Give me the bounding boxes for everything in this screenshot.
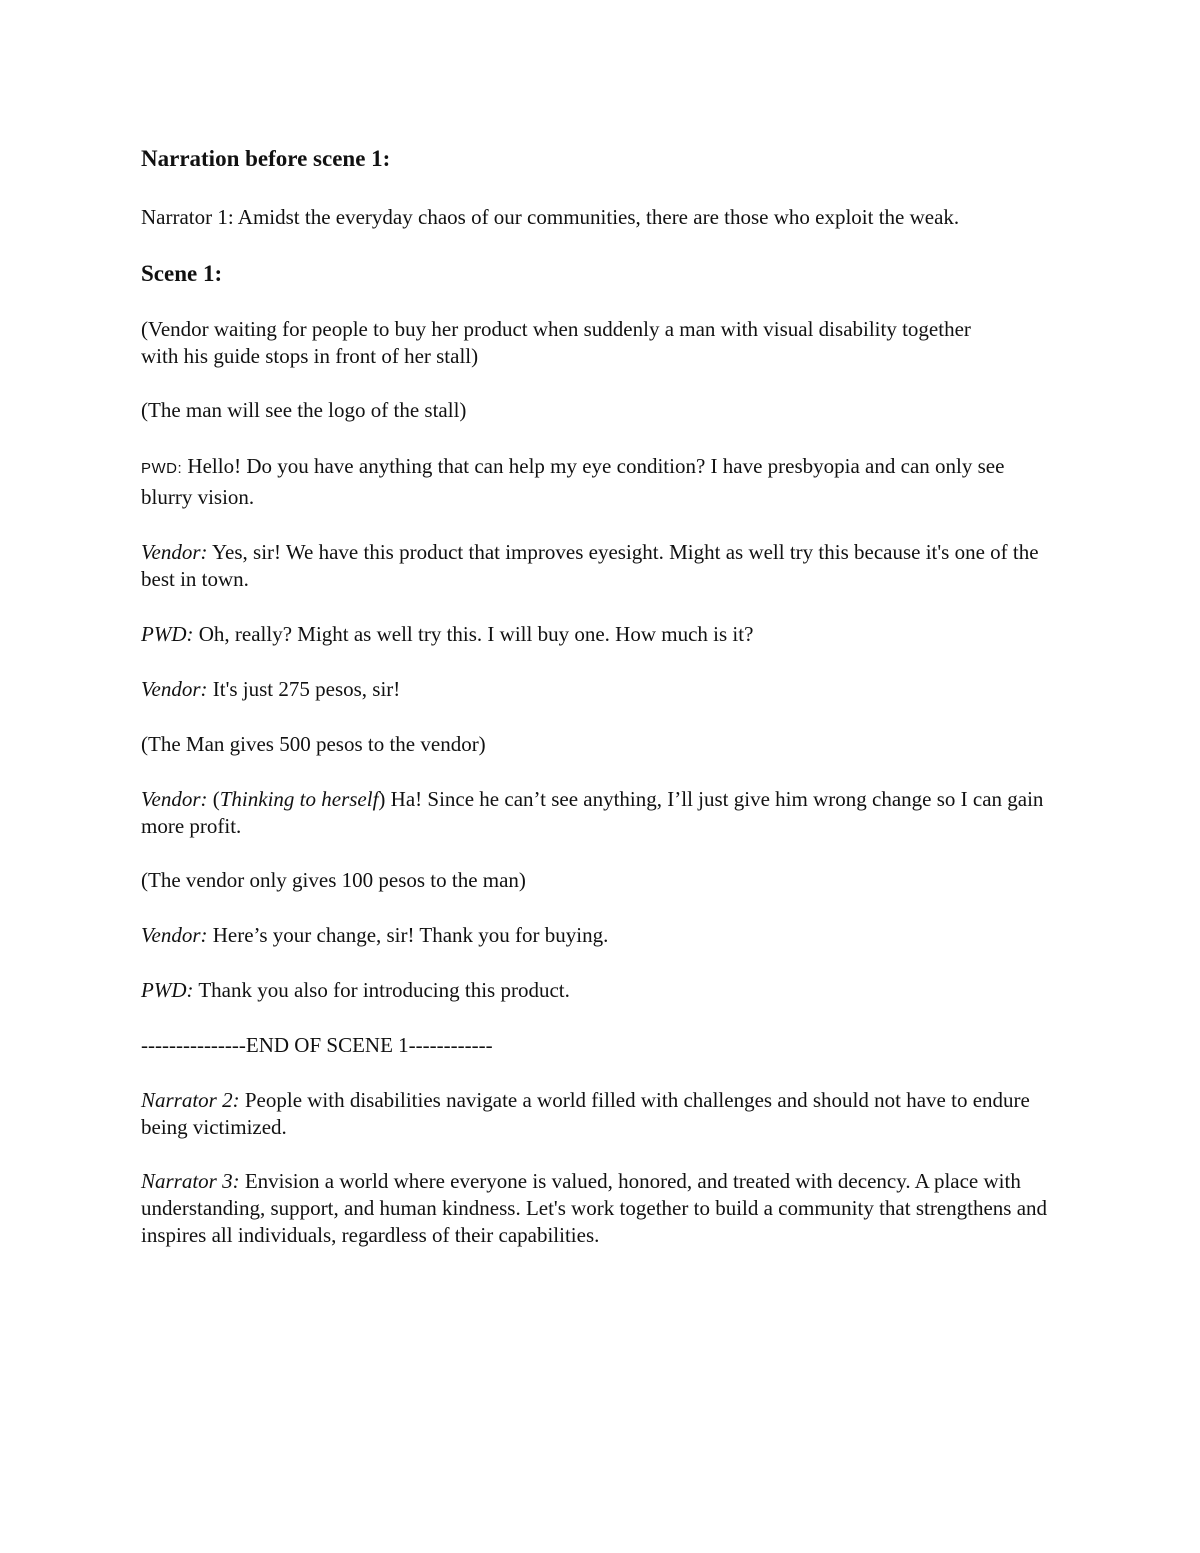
- dialogue-vendor-2: [141, 676, 1066, 703]
- document-page: [141, 140, 1066, 1249]
- dialogue-vendor-3: [141, 786, 1066, 840]
- stage-direction-opening: (Vendor waiting for people to buy her product when suddenly a man with visual disability together with his guide stops in front of her stall): [141, 317, 971, 368]
- aside-open: (: [207, 787, 220, 811]
- dialogue-text: Here’s your change, sir! Thank you for buying.: [207, 923, 609, 947]
- speaker-label: Vendor:: [141, 923, 208, 947]
- scene-heading: Scene 1:: [141, 261, 223, 286]
- narrator-1-line: Narrator 1: Amidst the everyday chaos of our communities, there are those who exploit the weak.: [141, 205, 960, 229]
- narration-text: People with disabilities navigate a world filled with challenges and should not have to endure being victimized.: [141, 1088, 1030, 1139]
- aside-text: Thinking to herself: [219, 787, 379, 811]
- stage-direction-change: (The vendor only gives 100 pesos to the man): [141, 868, 526, 892]
- dialogue-pwd-3: [141, 977, 1066, 1004]
- dialogue-text: Thank you also for introducing this product.: [193, 978, 570, 1002]
- dialogue-vendor-4: [141, 922, 1066, 949]
- dialogue-vendor-1: [141, 539, 1066, 593]
- narrator-2-line: [141, 1087, 1066, 1141]
- scene-end-marker: ---------------END OF SCENE 1------------: [141, 1033, 493, 1057]
- dialogue-text: ) Ha! Since he can’t see anything, I’ll just give him wrong change so I can gain more profit.: [141, 787, 1044, 838]
- dialogue-text: Oh, really? Might as well try this. I will buy one. How much is it?: [193, 622, 754, 646]
- speaker-label: Vendor:: [141, 540, 208, 564]
- dialogue-text: Yes, sir! We have this product that improves eyesight. Might as well try this because it's one of the best in town.: [141, 540, 1039, 591]
- narration-text: Envision a world where everyone is valued, honored, and treated with decency. A place with understanding, support, and human kindness. Let's work together to build a community that strengthens and inspires all individuals, regardless of their capabilities.: [141, 1169, 1048, 1247]
- speaker-label: Vendor:: [141, 677, 208, 701]
- narrator-3-line: [141, 1168, 1066, 1249]
- speaker-label: Narrator 3:: [141, 1169, 240, 1193]
- narration-heading: Narration before scene 1:: [141, 146, 391, 171]
- dialogue-text: It's just 275 pesos, sir!: [207, 677, 401, 701]
- speaker-label: Narrator 2:: [141, 1088, 240, 1112]
- dialogue-pwd-1: [141, 452, 1041, 512]
- speaker-label: Vendor:: [141, 787, 208, 811]
- speaker-label: PWD:: [141, 622, 194, 646]
- dialogue-text: Hello! Do you have anything that can help my eye condition? I have presbyopia and can only see blurry vision.: [141, 454, 1005, 509]
- stage-direction-logo: (The man will see the logo of the stall): [141, 398, 467, 422]
- stage-direction-payment: (The Man gives 500 pesos to the vendor): [141, 732, 486, 756]
- dialogue-pwd-2: [141, 621, 1066, 648]
- speaker-label: PWD:: [141, 978, 194, 1002]
- speaker-label: PWD:: [141, 460, 183, 477]
